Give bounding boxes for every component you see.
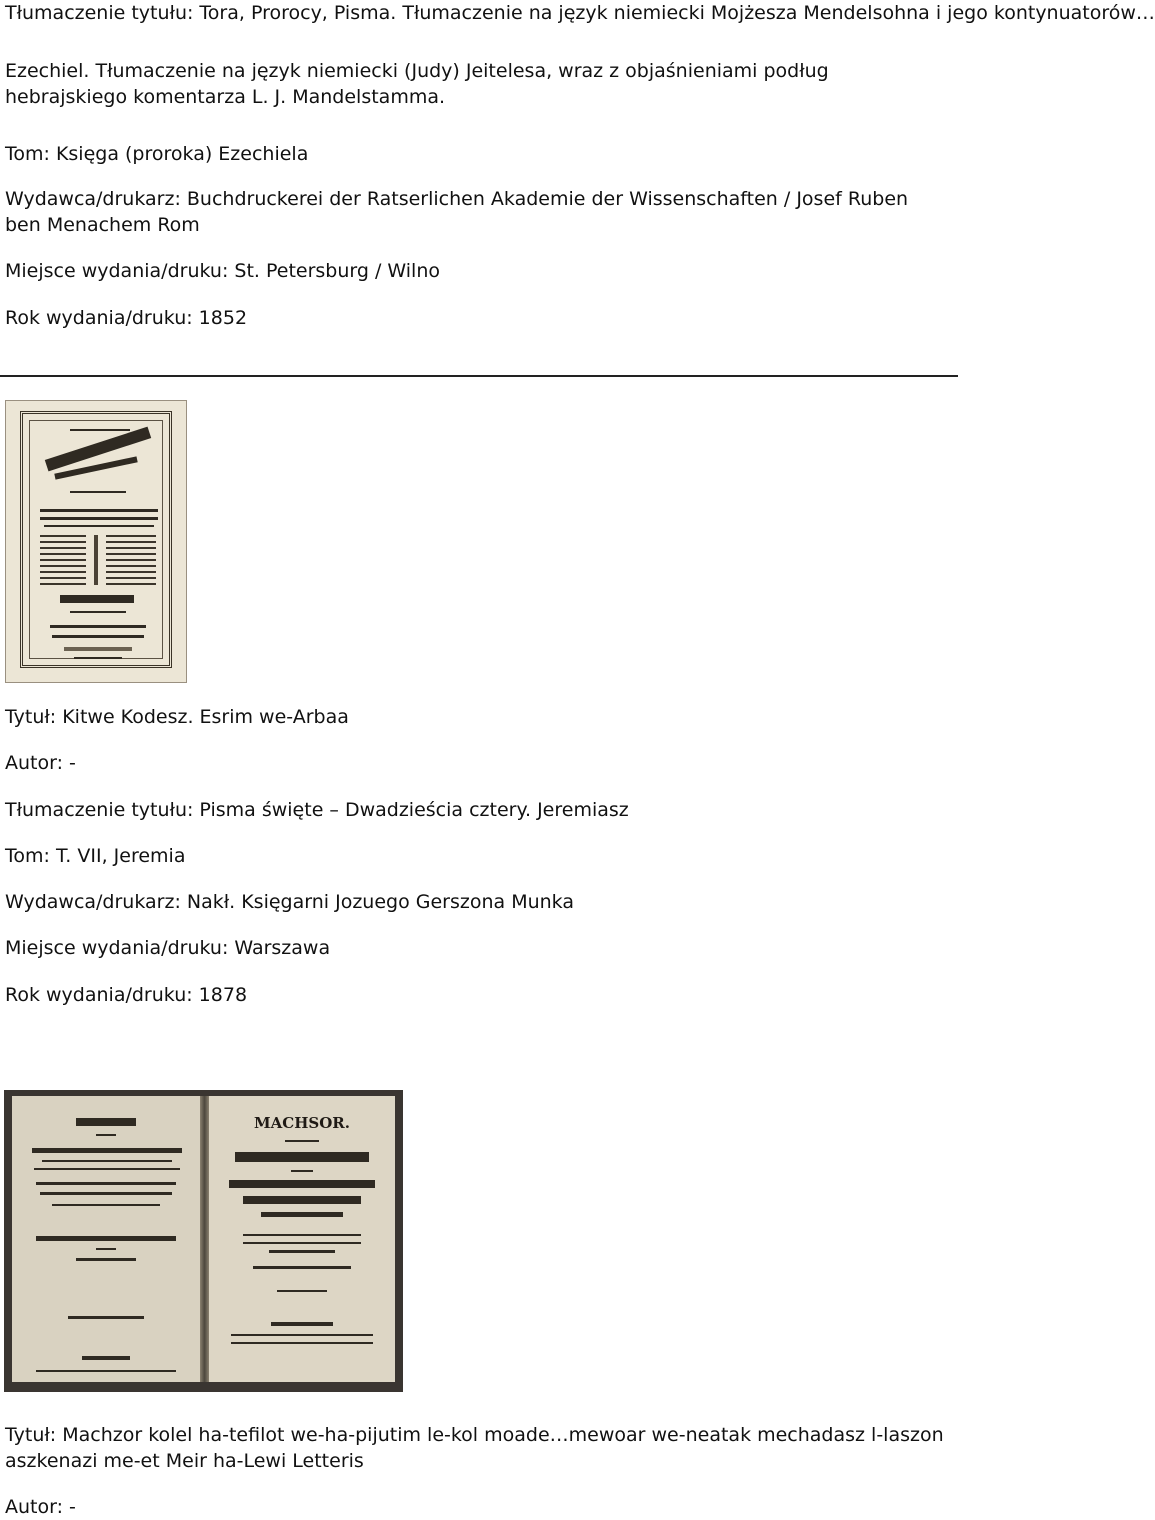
section-divider [0, 375, 958, 377]
title-kitwe: Tytuł: Kitwe Kodesz. Esrim we-Arbaa [5, 706, 349, 728]
publisher: Wydawca/drukarz: Buchdruckerei der Ratserlichen Akademie der Wissenschaften / Josef Ruben ben Menachem Rom [5, 188, 909, 236]
book-photo-machzor [4, 1090, 403, 1392]
translation-title: Tłumaczenie tytułu: Tora, Prorocy, Pisma. Tłumaczenie na język niemiecki Mojżesza Mendelsohna i jego kontynuatorów… [5, 2, 1155, 24]
author-kitwe: Autor: - [5, 752, 76, 774]
machsor-cover-title: MACHSOR. [254, 1114, 350, 1132]
place-kitwe: Miejsce wydania/druku: Warszawa [5, 937, 331, 959]
translation-title-kitwe: Tłumaczenie tytułu: Pisma święte – Dwadzieścia cztery. Jeremiasz [5, 799, 629, 821]
title-machzor: Tytuł: Machzor kolel ha-tefilot we-ha-pijutim le-kol moade…mewoar we-neatak mechadasz l-laszon aszkenazi me-et Meir ha-Lewi Letteris [5, 1424, 944, 1472]
volume-kitwe: Tom: T. VII, Jeremia [5, 845, 186, 867]
author-machzor: Autor: - [5, 1496, 76, 1518]
book-cover-kitwe-kodesz [5, 400, 187, 683]
subtitle: Ezechiel. Tłumaczenie na język niemiecki (Judy) Jeitelesa, wraz z objaśnieniami podług hebrajskiego komentarza L. J. Mandelstamma. [5, 60, 829, 108]
volume: Tom: Księga (proroka) Ezechiela [5, 143, 309, 165]
year: Rok wydania/druku: 1852 [5, 307, 248, 329]
publisher-kitwe: Wydawca/drukarz: Nakł. Księgarni Jozuego Gerszona Munka [5, 891, 574, 913]
place: Miejsce wydania/druku: St. Petersburg / Wilno [5, 260, 441, 282]
year-kitwe: Rok wydania/druku: 1878 [5, 984, 248, 1006]
